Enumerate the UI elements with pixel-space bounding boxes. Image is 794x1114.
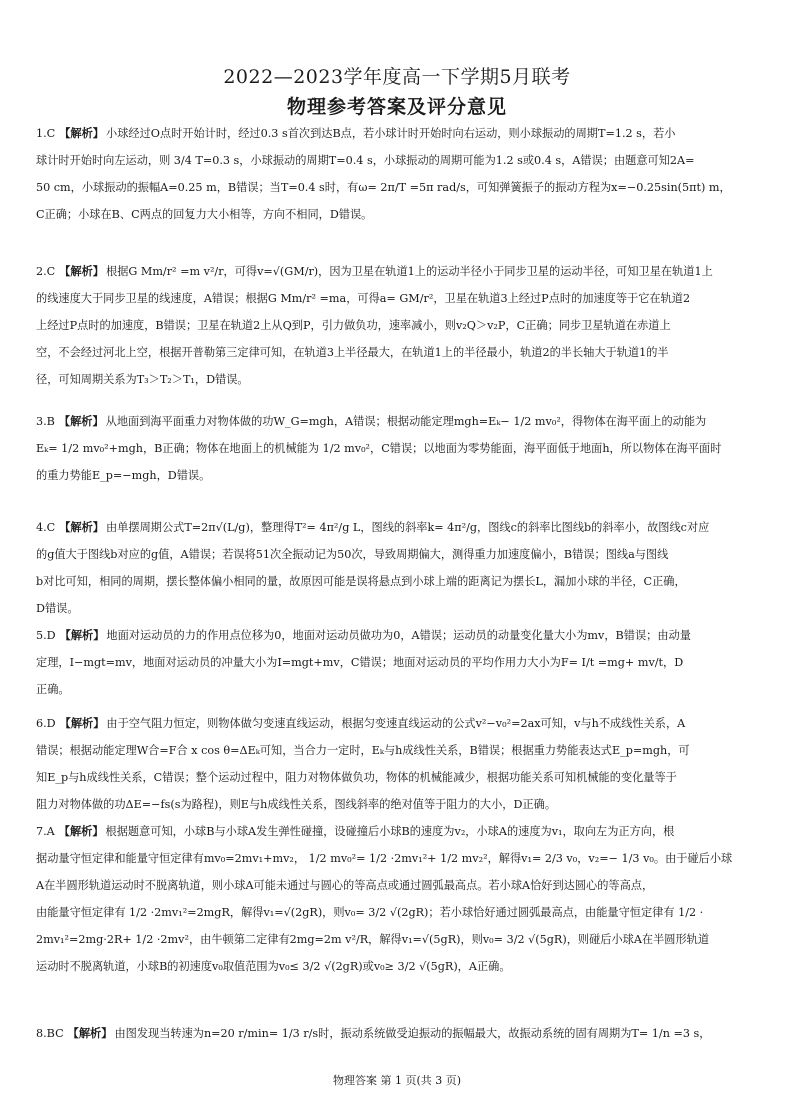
answer-number: 8.BC <box>36 1027 64 1040</box>
answer-text: 由单摆周期公式T=2π√(L/g)，整理得T²= 4π²/g L，图线的斜率k= 4π²/g，图线c的斜率比图线b的斜率小，故图线c对应 <box>106 521 710 534</box>
answer-line: 运动时不脱离轨道，小球B的初速度v₀取值范围为v₀≤ 3/2 √(2gR)或v₀≥ 3/2 √(5gR)，A正确。 <box>36 960 511 973</box>
answer-item-4 <box>36 514 760 622</box>
answer-line: 空，不会经过河北上空，根据开普勒第三定律可知，在轨道3上半径最大，在轨道1上的半径最小，轨道2的半长轴大于轨道1的半 <box>36 346 669 359</box>
analysis-tag: 【解析】 <box>58 824 104 838</box>
analysis-tag: 【解析】 <box>67 1026 113 1040</box>
answer-number: 3.B <box>36 415 55 428</box>
answer-item-7 <box>36 818 760 980</box>
answer-text: 小球经过O点时开始计时，经过0.3 s首次到达B点，若小球计时开始时向右运动，则小球振动的周期T=1.2 s，若小 <box>106 127 676 140</box>
answer-item-6 <box>36 710 760 818</box>
answer-line <box>36 120 760 147</box>
answer-line: A在半圆形轨道运动时不脱离轨道，则小球A可能未通过与圆心的等高点或通过圆弧最高点。若小球A恰好到达圆心的等高点， <box>36 879 654 892</box>
answer-line <box>36 514 760 541</box>
answer-line: b对比可知，相同的周期，摆长整体偏小相同的量，故原因可能是误将悬点到小球上端的距离记为摆长L，漏加小球的半径，C正确， <box>36 575 686 588</box>
answer-line: 正确。 <box>36 683 70 696</box>
answer-item-8 <box>36 1020 760 1047</box>
answer-number: 4.C <box>36 521 56 534</box>
analysis-tag: 【解析】 <box>59 716 105 730</box>
answer-text: 由于空气阻力恒定，则物体做匀变速直线运动，根据匀变速直线运动的公式v²−v₀²=2ax可知，v与h不成线性关系，A <box>106 717 686 730</box>
answer-line: 的g值大于图线b对应的g值，A错误；若误将51次全振动记为50次，导致周期偏大，测得重力加速度偏小，B错误；图线a与图线 <box>36 548 669 561</box>
answer-item-1 <box>36 120 760 228</box>
answer-line: 定理，I−mgt=mv，地面对运动员的冲量大小为I=mgt+mv，C错误；地面对运动员的平均作用力大小为F= I/t =mg+ mv/t，D <box>36 656 684 669</box>
answer-line <box>36 258 760 285</box>
answer-line: 据动量守恒定律和能量守恒定律有mv₀=2mv₁+mv₂， 1/2 mv₀²= 1/2 ·2mv₁²+ 1/2 mv₂²，解得v₁= 2/3 v₀，v₂=− 1/3 v₀。由于碰后小球 <box>36 852 733 865</box>
page-title: 2022—2023学年度高一下学期5月联考 <box>223 66 571 88</box>
analysis-tag: 【解析】 <box>59 126 104 140</box>
answer-line: 知E_p与h成线性关系，C错误；整个运动过程中，阻力对物体做负功，物体的机械能减少，根据功能关系可知机械能的变化量等于 <box>36 771 677 784</box>
answer-line: C正确；小球在B、C两点的回复力大小相等，方向不相同，D错误。 <box>36 208 373 221</box>
answer-line: 2mv₁²=2mg·2R+ 1/2 ·2mv²，由牛顿第二定律有2mg=2m v²/R，解得v₁=√(5gR)，则v₀= 3/2 √(5gR)，则碰后小球A在半圆形轨道 <box>36 933 710 946</box>
answer-number: 7.A <box>36 825 55 838</box>
answer-line: 错误；根据动能定理W合=F合 x cos θ=ΔEₖ可知，当合力一定时，Eₖ与h成线性关系，B错误；根据重力势能表达式E_p=mgh，可 <box>36 744 690 757</box>
answer-line <box>36 818 760 845</box>
answer-line: 的线速度大于同步卫星的线速度，A错误；根据G Mm/r² =ma，可得a= GM/r²，卫星在轨道3上经过P点时的加速度等于它在轨道2 <box>36 292 691 305</box>
answer-text: 从地面到海平面重力对物体做的功W_G=mgh，A错误；根据动能定理mgh=Eₖ− 1/2 mv₀²，得物体在海平面上的动能为 <box>105 415 707 428</box>
answer-text: 由图发现当转速为n=20 r/min= 1/3 r/s时，振动系统做受迫振动的振幅最大，故振动系统的固有周期为T= 1/n =3 s， <box>114 1027 711 1040</box>
answer-line <box>36 622 760 649</box>
analysis-tag: 【解析】 <box>59 264 104 278</box>
answer-line: 球计时开始时向左运动，则 3/4 T=0.3 s，小球振动的周期T=0.4 s，小球振动的周期可能为1.2 s或0.4 s，A错误；由题意可知2A= <box>36 154 695 167</box>
answer-line <box>36 408 760 435</box>
analysis-tag: 【解析】 <box>58 414 104 428</box>
answer-text: 根据题意可知，小球B与小球A发生弹性碰撞，设碰撞后小球B的速度为v₂，小球A的速度为v₁，取向左为正方向，根 <box>105 825 675 838</box>
page-subtitle: 物理参考答案及评分意见 <box>286 96 507 118</box>
answer-line <box>36 710 760 737</box>
answer-line: 的重力势能E_p=−mgh，D错误。 <box>36 469 211 482</box>
analysis-tag: 【解析】 <box>59 628 105 642</box>
answer-text: 地面对运动员的力的作用点位移为0，地面对运动员做功为0，A错误；运动员的动量变化量大小为mv，B错误；由动量 <box>106 629 691 642</box>
page-footer: 物理答案 第 1 页(共 3 页) <box>332 1074 462 1087</box>
answer-text: 根据G Mm/r² =m v²/r，可得v=√(GM/r)，因为卫星在轨道1上的运动半径小于同步卫星的运动半径，可知卫星在轨道1上 <box>106 265 713 278</box>
answer-line: 阻力对物体做的功ΔE=−fs(s为路程)，则E与h成线性关系，图线斜率的绝对值等于阻力的大小，D正确。 <box>36 798 557 811</box>
answer-line: Eₖ= 1/2 mv₀²+mgh，B正确；物体在地面上的机械能为 1/2 mv₀²，C错误；以地面为零势能面，海平面低于地面h，所以物体在海平面时 <box>36 442 722 455</box>
answer-line: 上经过P点时的加速度，B错误；卫星在轨道2上从Q到P，引力做负功，速率减小，则v₂Q＞v₂P，C正确；同步卫星轨道在赤道上 <box>36 319 671 332</box>
answer-item-5 <box>36 622 760 703</box>
answer-item-3 <box>36 408 760 489</box>
answer-number: 6.D <box>36 717 56 730</box>
answer-line: 径，可知周期关系为T₃＞T₂＞T₁，D错误。 <box>36 373 249 386</box>
answer-item-2 <box>36 258 760 393</box>
answer-line: 50 cm，小球振动的振幅A=0.25 m，B错误；当T=0.4 s时，有ω= 2π/T =5π rad/s，可知弹簧振子的振动方程为x=−0.25sin(5πt) m， <box>36 181 731 194</box>
analysis-tag: 【解析】 <box>59 520 104 534</box>
answer-number: 2.C <box>36 265 56 278</box>
answer-line: 由能量守恒定律有 1/2 ·2mv₁²=2mgR，解得v₁=√(2gR)，则v₀= 3/2 √(2gR)；若小球恰好通过圆弧最高点，由能量守恒定律有 1/2 · <box>36 906 704 919</box>
answer-line: D错误。 <box>36 602 79 615</box>
answer-line <box>36 1020 760 1047</box>
answer-number: 5.D <box>36 629 56 642</box>
answer-number: 1.C <box>36 127 56 140</box>
